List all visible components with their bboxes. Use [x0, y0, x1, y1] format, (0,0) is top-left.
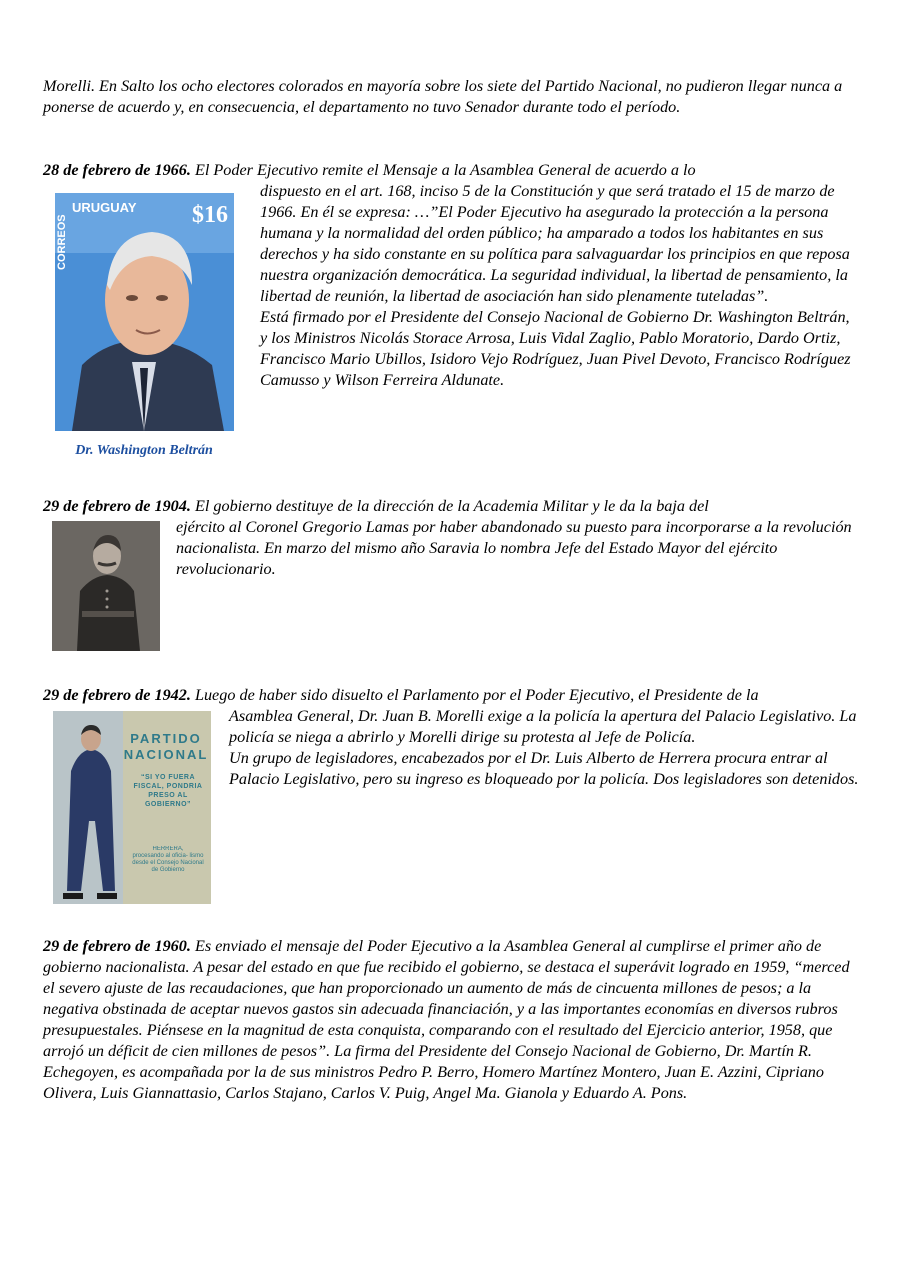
- entry-first-line: El Poder Ejecutivo remite el Mensaje a la Asamblea General de acuerdo a lo: [194, 161, 696, 179]
- entry-1966-heading: [43, 160, 858, 181]
- entry-body-text: Es enviado el mensaje del Poder Ejecutivo a la Asamblea General al cumplirse el primer año de gobierno nacionalista. A pesar del estado en que fue recibido el gobierno, se destaca el superávit logrado en 1959, “merced el severo ajuste de las recaudaciones, que han proporcionado un aumento de más de cincuenta millones de pesos; a la negativa obstinada de aceptar nuevos gastos sin adecuada financiación, y a las importantes economías en diversos rubros presupuestales. Piénsese en la magnitud de esta conquista, comparando con el resultado del Ejercicio anterior, 1958, que arrojó un déficit de cien millones de pesos”. La firma del Presidente del Consejo Nacional de Gobierno, Dr. Martín R. Echegoyen, es acompañada por la de sus ministros Pedro P. Berro, Homero Martínez Montero, Juan E. Azzini, Cipriano Olivera, Luis Giannattasio, Carlos Stajano, Carlos V. Puig, Angel Ma. Gianola y Eduardo A. Pons.: [43, 937, 850, 1102]
- historical-photo-lamas: [52, 521, 160, 651]
- entry-date: 29 de febrero de 1960.: [43, 937, 191, 955]
- entry-1904-heading: [43, 496, 858, 517]
- stamp-service: CORREOS: [56, 214, 68, 270]
- postage-stamp-image: [52, 190, 237, 462]
- paragraph-continuation: [43, 76, 858, 118]
- entry-date: 28 de febrero de 1966.: [43, 161, 191, 179]
- entry-body-text: Un grupo de legisladores, encabezados por el Dr. Luis Alberto de Herrera procura entrar al Palacio Legislativo, pero su ingreso es bloqueado por la policía. Dos legisladores son detenidos.: [229, 749, 859, 788]
- entry-1904-body: [176, 517, 856, 580]
- stamp-value: $16: [192, 202, 228, 228]
- entry-body-text: ejército al Coronel Gregorio Lamas por haber abandonado su puesto para incorporarse a la revolución nacionalista. En marzo del mismo año Saravia lo nombra Jefe del Estado Mayor del ejército revolucionario.: [176, 518, 852, 578]
- entry-1960: [43, 936, 858, 1104]
- poster-footer-name: HERRERA,: [152, 846, 184, 852]
- entry-1966-body: [260, 181, 860, 391]
- entry-body-text: Asamblea General, Dr. Juan B. Morelli exige a la policía la apertura del Palacio Legislativo. La policía se niega a abrirlo y Morelli dirige su protesta al Jefe de Policía.: [229, 707, 857, 746]
- entry-body-text: Está firmado por el Presidente del Consejo Nacional de Gobierno Dr. Washington Beltrán, y los Ministros Nicolás Storace Arrosa, Luis Vidal Zaglio, Pablo Moratorio, Dardo Ortiz, Francisco Mario Ubillos, Isidoro Vejo Rodríguez, Juan Pivel Devoto, Francisco Rodríguez Camusso y Wilson Ferreira Aldunate.: [260, 308, 851, 389]
- stamp-caption: Dr. Washington Beltrán: [75, 443, 213, 458]
- entry-1942-body: [229, 706, 859, 790]
- entry-date: 29 de febrero de 1942.: [43, 686, 191, 704]
- poster-quote: “SI YO FUERA FISCAL, PONDRIA PRESO AL GOBIERNO”: [133, 774, 203, 808]
- partido-nacional-poster: [53, 711, 211, 904]
- poster-title-1: PARTIDO: [130, 731, 202, 746]
- poster-title-2: NACIONAL: [123, 747, 209, 762]
- entry-date: 29 de febrero de 1904.: [43, 497, 191, 515]
- poster-footer-text: procesando al oficia- lismo desde el Consejo Nacional de Gobierno: [132, 853, 204, 873]
- entry-body-text: dispuesto en el art. 168, inciso 5 de la Constitución y que será tratado el 15 de marzo de 1966. En él se expresa: …”El Poder Ejecutivo ha asegurado la protección a la persona humana y la normalidad del orden público; ha amparado a todos los habitantes en sus derechos y ha sido constante en su política para salvaguardar los principios en que reposa nuestra organización democrática. La seguridad individual, la libertad de pensamiento, la libertad de reunión, la libertad de asociación han sido plenamente tuteladas”.: [260, 182, 850, 305]
- entry-first-line: Luego de haber sido disuelto el Parlamento por el Poder Ejecutivo, el Presidente de la: [194, 686, 759, 704]
- entry-first-line: El gobierno destituye de la dirección de la Academia Militar y le da la baja del: [194, 497, 709, 515]
- stamp-country: URUGUAY: [72, 200, 137, 215]
- entry-1942-heading: [43, 685, 873, 706]
- paragraph-text: Morelli. En Salto los ocho electores colorados en mayoría sobre los siete del Partido Nacional, no pudieron llegar nunca a ponerse de acuerdo y, en consecuencia, el departamento no tuvo Senador durante todo el período.: [43, 77, 843, 116]
